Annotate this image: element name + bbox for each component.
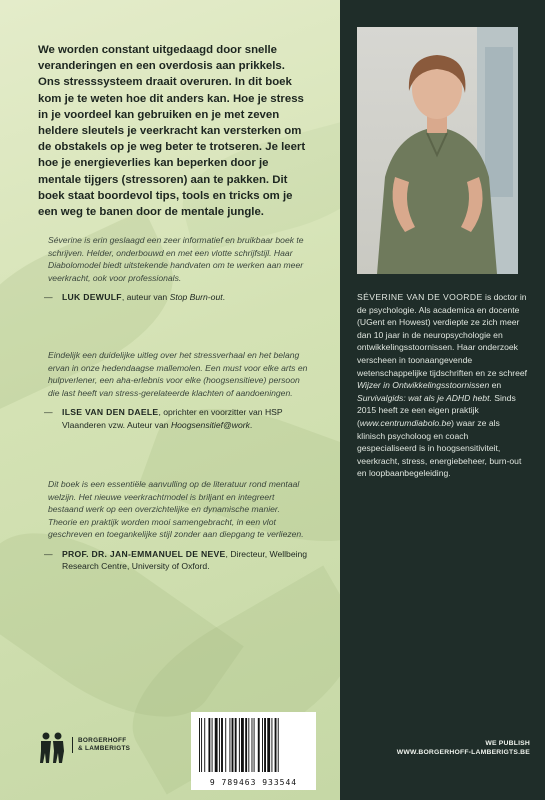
barcode-bar	[201, 718, 202, 772]
quote-attribution	[44, 291, 310, 303]
publisher-name	[72, 737, 130, 753]
bio-text: Sinds 2015 heeft ze een eigen praktijk (	[357, 392, 516, 428]
barcode-bar	[212, 718, 213, 772]
reviewer-book-title: Stop Burn-out	[169, 292, 223, 303]
review-quote	[44, 349, 310, 431]
barcode-bar	[245, 718, 247, 772]
publisher-name-line: & LAMBERIGTS	[78, 745, 131, 752]
barcode-bars	[191, 712, 316, 776]
quote-text: Dit boek is een essentiële aanvulling op de literatuur rond mentaal welzijn. Het nieuwe veerkrachtmodel is briljant en integreert bestaand werk op een overzichtelijke en dynamische manier. Theorie en praktijk worden mooi samengebracht, in een vlot geschreven en toegankelijke stijl zonder aan diepgang te verliezen.	[48, 479, 304, 540]
publisher-website: WWW.BORGERHOFF-LAMBERIGTS.BE	[396, 748, 530, 756]
barcode-bar	[199, 718, 200, 772]
barcode-bar	[235, 718, 237, 772]
reviewer-role: , Directeur, Wellbeing Research Centre, University of Oxford.	[62, 548, 308, 572]
barcode-bar	[204, 718, 205, 772]
barcode-bar	[258, 718, 260, 772]
author-photo	[357, 27, 518, 274]
we-publish-label: WE PUBLISH	[485, 740, 530, 747]
bio-text: ) waar ze als klinisch psycholoog en coach gespecialiseerd is in hoogsensitiviteit, veerkracht, stress, energiebeheer, burn-out en loopbaanbegeleiding.	[357, 417, 522, 479]
two-figures-logo-icon	[37, 731, 67, 763]
barcode-bar	[262, 718, 263, 772]
attribution-dash: —	[44, 292, 53, 303]
bio-text: is doctor in de psychologie. Als academica en docente (UGent en Howest) verdiepte ze zich meer dan 10 jaar in de neuropsychologie en ontwikkelingsstoornissen. Haar onderzoek verscheen in toonaangevende wetenschappelijke tijdschriften en ze schreef	[357, 292, 528, 378]
barcode-bar	[239, 718, 240, 772]
barcode-bar	[232, 718, 234, 772]
author-bio	[357, 291, 529, 480]
barcode-bar	[278, 718, 279, 772]
barcode-bar	[252, 718, 253, 772]
reviewer-name: PROF. DR. JAN-EMMANUEL DE NEVE	[62, 548, 226, 559]
barcode-bar	[215, 718, 218, 772]
barcode-bar	[208, 718, 210, 772]
publisher-name-line: BORGERHOFF	[78, 737, 127, 744]
blurb-text: We worden constant uitgedaagd door snelle veranderingen en een overdosis aan prikkels. Ons stresssysteem draait overuren. In dit boek kom je te weten hoe dit anders kan. Hoe je stress in je voordeel kan gebruiken en je met zeven heldere sleutels je veerkracht kan versterken om de obstakels op je weg beter te trotseren. Je leert hoe je energieverlies kan beperken door je mentale tijgers (stressoren) aan te pakken. Dit boek staat boordevol tips, tools en tricks om je een weg te banen door de mentale jungle.	[38, 44, 306, 219]
bio-book-title: Survivalgids: wat als je ADHD hebt.	[357, 392, 492, 403]
reviewer-role: , auteur van	[121, 292, 170, 303]
author-name: SÉVERINE VAN DE VOORDE	[357, 292, 483, 302]
author-portrait-illustration	[357, 27, 518, 274]
barcode-bar	[219, 718, 220, 772]
quote-text: Séverine is erin geslaagd een zeer informatief en bruikbaar boek te schrijven. Helder, onderbouwd en met een vlotte schrijfstijl. Haar Diabolomodel biedt uitstekende handvaten om te werken aan meer veerkracht, ook voor professionals.	[48, 235, 304, 283]
quote-attribution	[44, 548, 310, 573]
barcode	[191, 712, 316, 790]
barcode-bar	[254, 718, 255, 772]
barcode-bar	[275, 718, 277, 772]
reviewer-role-end: .	[249, 419, 253, 430]
barcode-bar	[241, 718, 244, 772]
bio-text: en	[489, 380, 502, 391]
review-quote	[44, 234, 310, 304]
bio-book-title: Wijzer in Ontwikkelingsstoornissen	[357, 380, 490, 391]
quote-attribution	[44, 406, 310, 431]
reviewer-role-end: .	[222, 292, 226, 303]
reviewer-book-title: Hoogsensitief@work	[170, 419, 250, 430]
barcode-bar	[264, 718, 266, 772]
reviewer-name: LUK DEWULF	[62, 292, 122, 303]
barcode-bar	[225, 718, 226, 772]
barcode-bar	[271, 718, 272, 772]
reviewer-role: , oprichter en voorzitter van HSP Vlaanderen vzw. Auteur van	[62, 407, 283, 430]
bio-website: www.centrumdiabolo.be	[359, 417, 452, 428]
reviewer-name: ILSE VAN DEN DAELE	[62, 407, 159, 418]
publisher-slogan	[397, 740, 530, 758]
barcode-bar	[248, 718, 249, 772]
barcode-bar	[221, 718, 223, 772]
review-quote	[44, 478, 310, 573]
quote-text: Eindelijk een duidelijke uitleg over het stressverhaal en het belang ervan in onze hedendaagse mallemolen. Een must voor elke arts en hulpverlener, een aha-erlebnis voor elke (hoogsensitieve) persoon die last heeft van stress-gerelateerde klachten of aandoeningen.	[48, 350, 308, 398]
attribution-dash: —	[44, 548, 53, 559]
barcode-bar	[267, 718, 270, 772]
barcode-bar	[229, 718, 230, 772]
barcode-number: 9 789463 933544	[209, 778, 298, 787]
attribution-dash: —	[44, 407, 53, 418]
